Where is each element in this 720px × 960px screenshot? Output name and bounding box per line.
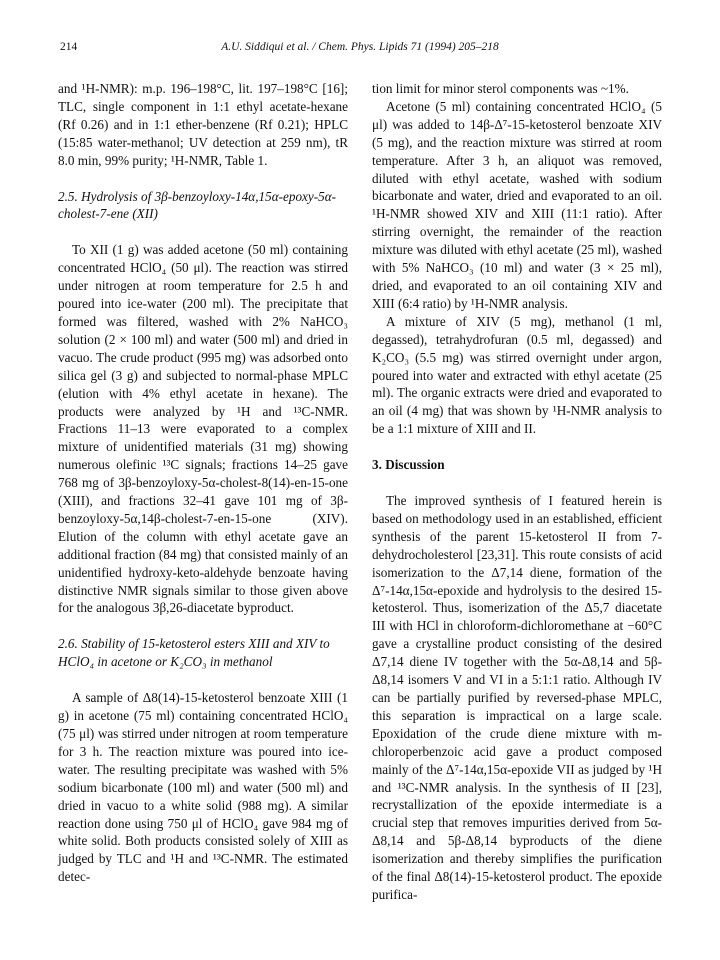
page-header — [60, 41, 660, 57]
paragraph-stability: A sample of Δ8(14)-15-ketosterol benzoate XIII (1 g) in acetone (75 ml) containing concentrated HClO₄ (75 μl) was stirred under nitrogen at room temperature for 3 h. The reaction mixture was poured into ice-water. The resulting precipitate was washed with 5% sodium bicarbonate (100 ml) and water (500 ml) and dried in vacuo to a white solid (988 mg). A similar reaction done using 750 μl of HClO₄ gave 984 mg of white solid. Both products consisted solely of XIII as judged by TLC and ¹H and ¹³C-NMR. The estimated detec- — [58, 690, 348, 885]
paragraph-melting-point: and ¹H-NMR): m.p. 196–198°C, lit. 197–198°C [16]; TLC, single component in 1:1 ethyl acetate-hexane (Rf 0.26) and in 1:1 ether-benzene (Rf 0.21); HPLC (15:85 water-methanol; UV detection at 259 nm), tR 8.0 min, 99% purity; ¹H-NMR, Table 1. — [58, 81, 348, 168]
section-heading-2-6: 2.6. Stability of 15-ketosterol esters XIII and XIV to HClO₄ in acetone or K₂CO₃ in methanol — [58, 636, 330, 670]
page-number: 214 — [60, 41, 78, 53]
paragraph-detection-limit: tion limit for minor sterol components was ~1%. — [372, 81, 629, 96]
right-column — [372, 80, 662, 904]
paragraph-mixture: A mixture of XIV (5 mg), methanol (1 ml, degassed), tetrahydrofuran (0.5 ml, degassed) and K₂CO₃ (5.5 mg) was stirred overnight under argon, poured into water and extracted with ethyl acetate (25 ml). The organic extracts were dried and evaporated to an oil (4 mg) that was shown by ¹H-NMR analysis to be a 1:1 mixture of XIII and II. — [372, 313, 662, 437]
section-heading-2-5: 2.5. Hydrolysis of 3β-benzoyloxy-14α,15α-epoxy-5α-cholest-7-ene (XII) — [58, 188, 337, 222]
paragraph-hydrolysis: To XII (1 g) was added acetone (50 ml) containing concentrated HClO₄ (50 μl). The reaction was stirred under nitrogen at room temperature for 2.5 h and poured into ice-water (200 ml). The precipitate that formed was filtered, washed with 2% NaHCO₃ solution (2 × 100 ml) and water (500 ml) and dried in vacuo. The crude product (995 mg) was adsorbed onto silica gel (3 g) and subjected to normal-phase MPLC (elution with 4% ethyl acetate in hexane). The products were analyzed by ¹H and ¹³C-NMR. Fractions 11–13 were evaporated to a complex mixture of unidentified materials (31 mg) showing numerous olefinic ¹³C signals; fractions 14–25 gave 768 mg of 3β-benzoyloxy-5α-cholest-8(14)-en-15-one (XIII), and fractions 32–41 gave 101 mg of 3β-benzoyloxy-5α,14β-cholest-7-en-15-one (XIV). Elution of the column with ethyl acetate gave an additional fraction (84 mg) that consisted mainly of an unidentified hydroxy-keto-aldehyde benzoate having distinctive NMR signals similar to those given above for the analogous 3β,26-diacetate byproduct. — [58, 242, 348, 616]
left-column — [58, 80, 348, 886]
running-title: A.U. Siddiqui et al. / Chem. Phys. Lipids 71 (1994) 205–218 — [221, 41, 499, 53]
section-heading-discussion: 3. Discussion — [372, 457, 445, 473]
paragraph-acetone: Acetone (5 ml) containing concentrated HClO₄ (5 μl) was added to 14β-Δ⁷-15-ketosterol benzoate XIV (5 mg), and the reaction mixture was stirred at room temperature. After 3 h, an aliquot was removed, diluted with ethyl acetate, washed with sodium bicarbonate and water, dried and evaporated to an oil. ¹H-NMR showed XIV and XIII (11:1 ratio). After stirring overnight, the remainder of the reaction mixture was diluted with ethyl acetate (25 ml), washed with 5% NaHCO₃ (10 ml) and water (3 × 25 ml), dried, and evaporated to an oil containing XIV and XIII (6:4 ratio) by ¹H-NMR analysis. — [372, 98, 662, 311]
paragraph-discussion: The improved synthesis of I featured herein is based on methodology used in an established, efficient synthesis of the parent 15-ketosterol II from 7-dehydrocholesterol [23,31]. This route consists of acid isomerization to the Δ7,14 diene, formation of the Δ⁷-14α,15α-epoxide and hydrolysis to the desired 15-ketosterol. Thus, isomerization of the Δ5,7 diacetate III with HCl in chloroform-dichloromethane at −60°C gave a crystalline product consisting of the desired Δ7,14 diene IV together with the 5α-Δ8,14 and 5β-Δ8,14 isomers V and VI in a 5:1:1 ratio. Although IV can be partially purified by reversed-phase MPLC, this separation is impractical on a large scale. Epoxidation of the crude diene mixture with m-chloroperbenzoic acid gave a product composed mainly of the Δ⁷-14α,15α-epoxide VII as judged by ¹H and ¹³C-NMR analysis. In the synthesis of II [23], recrystallization of the epoxide intermediate is a crucial step that removes impurities derived from 5α-Δ8,14 and 5β-Δ8,14 byproducts of the diene isomerization and thereby simplifies the purification of the final Δ8(14)-15-ketosterol product. The epoxide purifica- — [372, 493, 662, 902]
